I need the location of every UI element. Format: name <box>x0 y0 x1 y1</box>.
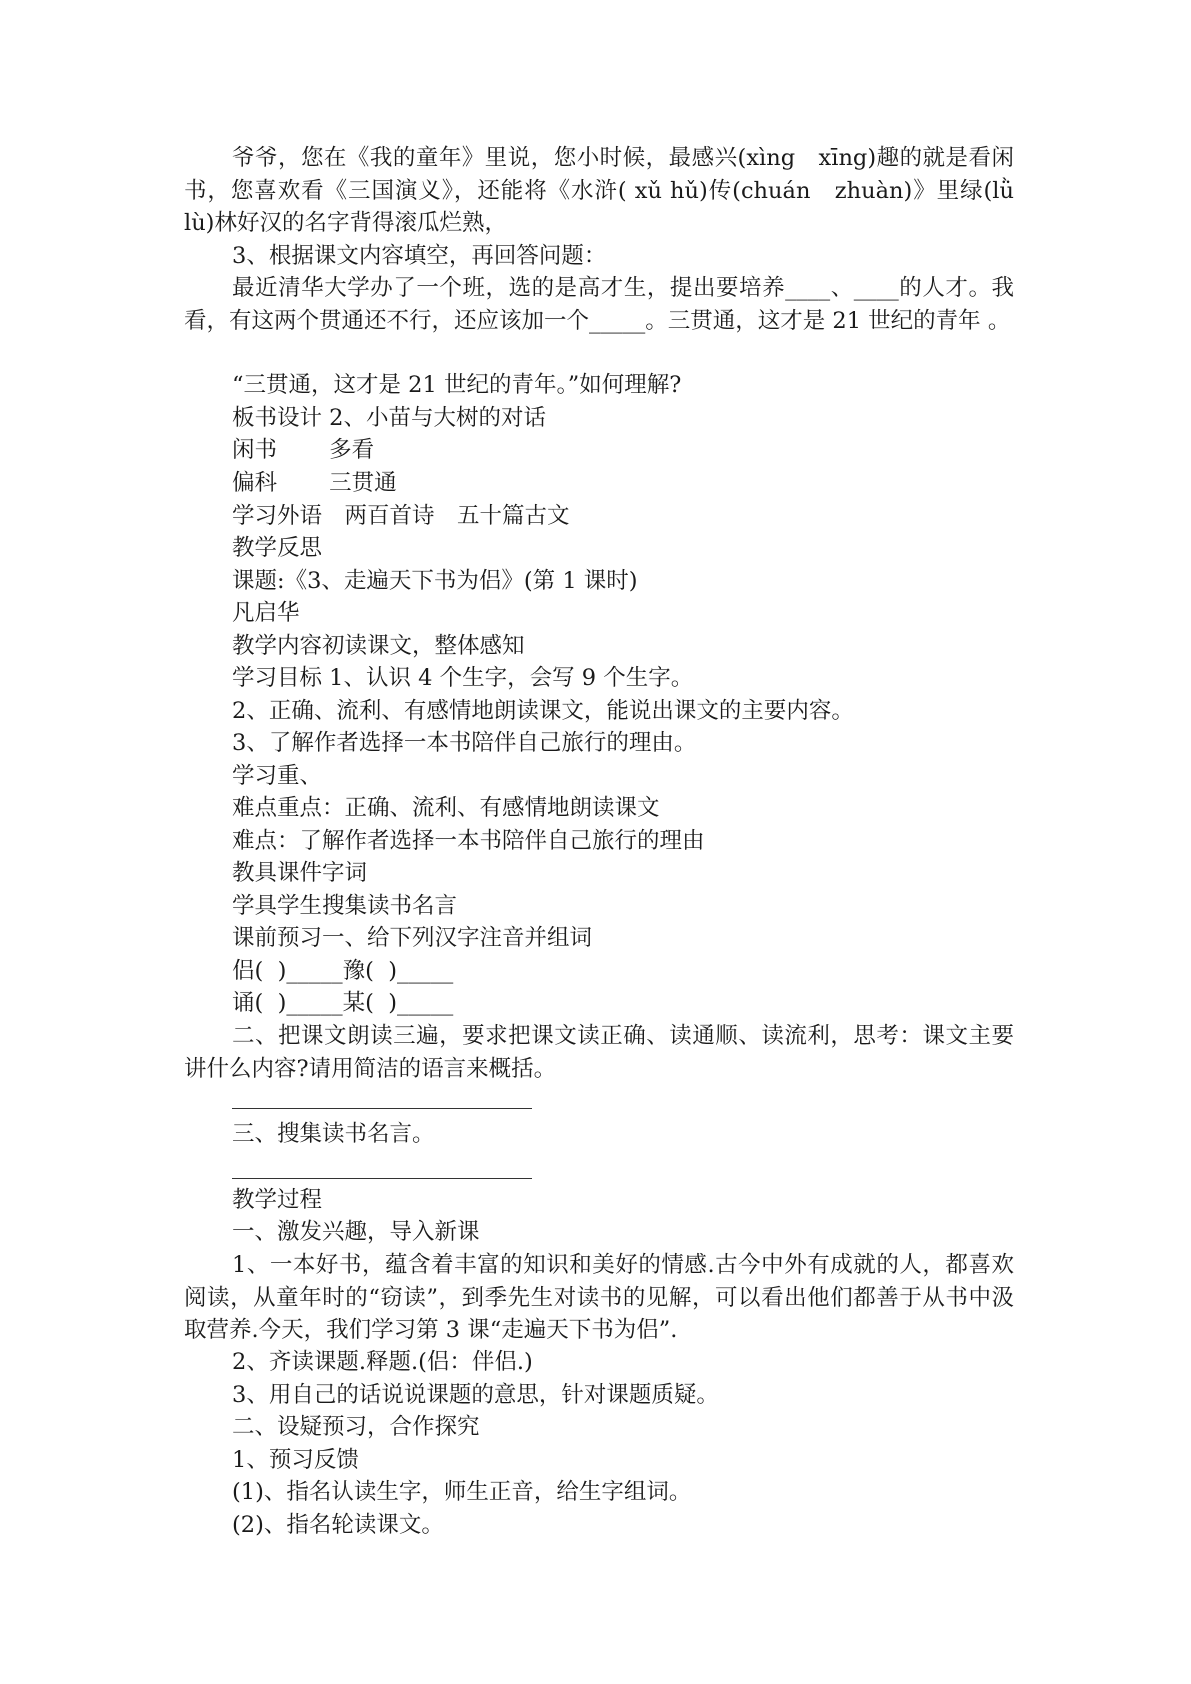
preview-heading: 课前预习一、给下列汉字注音并组词 <box>232 925 593 951</box>
preview-row-1: 侣( )_____豫( )_____ <box>232 958 454 984</box>
section-2-heading: 二、设疑预习，合作探究 <box>232 1414 480 1440</box>
board-design-row-2: 偏科 三贯通 <box>232 470 397 496</box>
intro-paragraph: 1、一本好书，蕴含着丰富的知识和美好的情感.古今中外有成就的人，都喜欢阅读，从童年时的“窃读”，到季先生对读书的见解，可以看出他们都善于从书中汲取营养.今天，我们学习第 3 课“走遍天下书为侣”. <box>184 1252 1014 1343</box>
key-points-heading: 学习重、 <box>232 763 323 789</box>
answer-underline-2 <box>232 1178 532 1179</box>
reading-task-paragraph: 二、把课文朗读三遍，要求把课文读正确、读通顺、读流利，思考：课文主要讲什么内容?请用简洁的语言来概括。 <box>184 1023 1014 1082</box>
preview-row-2: 诵( )_____某( )_____ <box>232 990 454 1016</box>
teaching-process-heading: 教学过程 <box>232 1187 323 1213</box>
answer-underline-1 <box>232 1108 532 1109</box>
teaching-reflection-heading: 教学反思 <box>232 535 323 561</box>
task-3-heading: 3、根据课文内容填空，再回答问题： <box>232 243 607 269</box>
section-1-heading: 一、激发兴趣，导入新课 <box>232 1219 480 1245</box>
lesson-title: 课题:《3、走遍天下书为侣》(第 1 课时) <box>232 568 638 594</box>
difficult-point-line: 难点：了解作者选择一本书陪伴自己旅行的理由 <box>232 828 705 854</box>
teaching-content: 教学内容初读课文，整体感知 <box>232 633 525 659</box>
key-point-line: 难点重点：正确、流利、有感情地朗读课文 <box>232 795 660 821</box>
learning-goal-3: 3、了解作者选择一本书陪伴自己旅行的理由。 <box>232 730 697 756</box>
preview-feedback-heading: 1、预习反馈 <box>232 1447 359 1473</box>
author-name: 凡启华 <box>232 600 300 626</box>
step-3-line: 3、用自己的话说说课题的意思，针对课题质疑。 <box>232 1382 719 1408</box>
learning-aids: 学具学生搜集读书名言 <box>232 893 458 919</box>
paragraph-letter-to-grandpa: 爷爷，您在《我的童年》里说，您小时候，最感兴(xìng xīng)趣的就是看闲书，您喜欢看《三国演义》，还能将《水浒( xǔ hǔ)传(chuán zhuàn)》里绿(lǜ lù)林好汉的名字背得滚瓜烂熟， <box>184 145 1037 236</box>
question-line: “三贯通，这才是 21 世纪的青年。”如何理解? <box>232 372 682 398</box>
learning-goal-1: 学习目标 1、认识 4 个生字，会写 9 个生字。 <box>232 665 694 691</box>
collect-quotes-task: 三、搜集读书名言。 <box>232 1121 435 1147</box>
feedback-step-2: (2)、指名轮读课文。 <box>232 1512 444 1538</box>
board-design-row-3: 学习外语 两百首诗 五十篇古文 <box>232 503 570 529</box>
step-2-line: 2、齐读课题.释题.(侣：伴侣.) <box>232 1349 533 1375</box>
teaching-aids: 教具课件字词 <box>232 860 368 886</box>
fill-in-paragraph: 最近清华大学办了一个班，选的是高才生，提出要培养____、____的人才。我看，有这两个贯通还不行，还应该加一个_____。三贯通，这才是 21 世纪的青年 。 <box>184 275 1014 334</box>
learning-goal-2: 2、正确、流利、有感情地朗读课文，能说出课文的主要内容。 <box>232 698 854 724</box>
feedback-step-1: (1)、指名认读生字，师生正音，给生字组词。 <box>232 1479 692 1505</box>
board-design-title: 板书设计 2、小苗与大树的对话 <box>232 405 546 431</box>
board-design-row-1: 闲书 多看 <box>232 437 375 463</box>
